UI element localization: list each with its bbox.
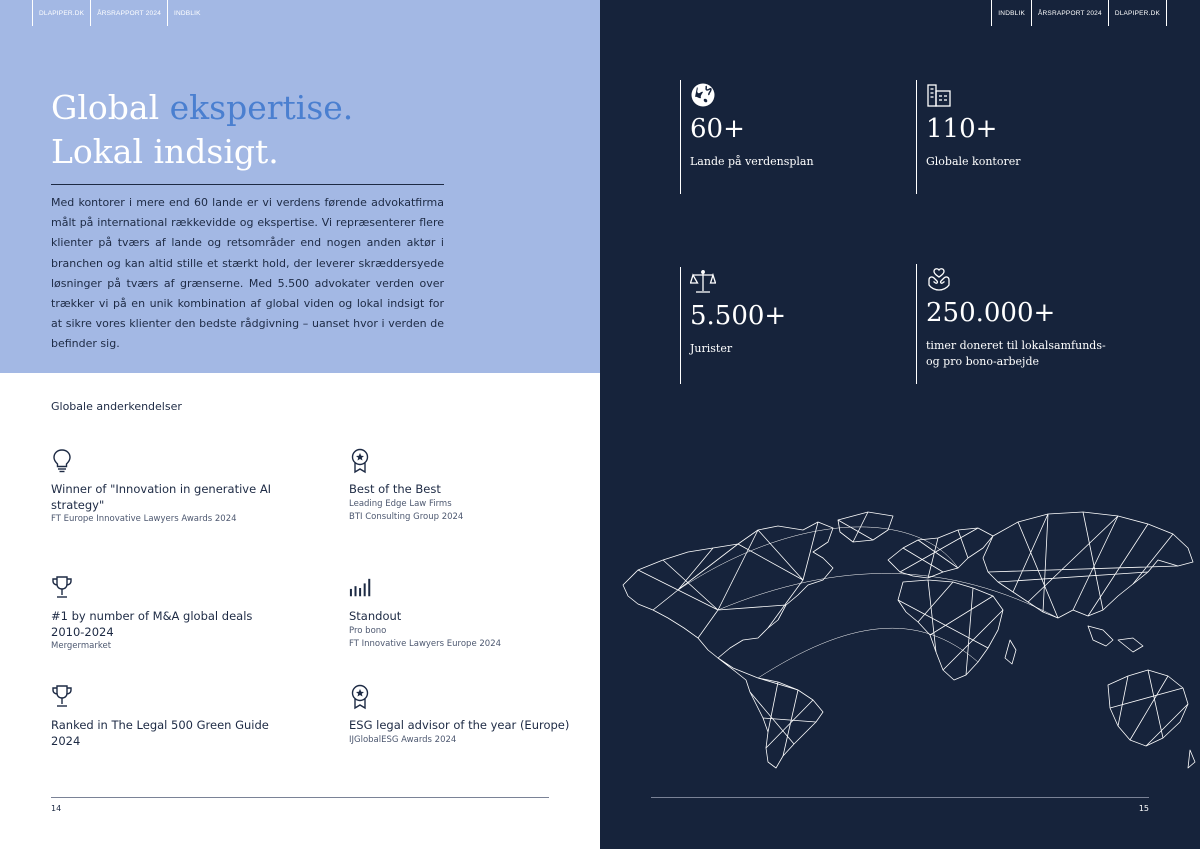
trophy-icon xyxy=(51,684,73,710)
trophy-icon xyxy=(51,575,73,601)
footer-divider xyxy=(651,797,1149,798)
page-number: 14 xyxy=(51,804,62,813)
award-title: Standout xyxy=(349,609,402,623)
stat-value: 5.500+ xyxy=(690,301,787,331)
award-item xyxy=(349,684,579,747)
award-source: BTI Consulting Group 2024 xyxy=(349,512,464,522)
stat-value: 250.000+ xyxy=(926,298,1056,328)
title-line2: Lokal indsigt. xyxy=(51,132,279,171)
page-number: 15 xyxy=(1138,804,1149,813)
title-line1-accent: ekspertise. xyxy=(169,88,354,127)
nav-link-website[interactable]: DLAPIPER.DK xyxy=(32,0,90,26)
award-title: Best of the Best xyxy=(349,482,441,496)
award-item xyxy=(51,684,281,749)
lightbulb-icon xyxy=(51,448,73,474)
award-title: Ranked in The Legal 500 Green Guide 2024 xyxy=(51,718,269,748)
office-building-icon xyxy=(926,82,952,108)
stat-label: Jurister xyxy=(690,342,733,355)
stat-value: 60+ xyxy=(690,114,745,144)
world-network-map xyxy=(618,500,1196,770)
award-item xyxy=(51,448,281,527)
award-title: Winner of "Innovation in generative AI strategy" xyxy=(51,482,272,512)
stat-lawyers xyxy=(680,267,870,384)
award-badge-icon xyxy=(349,448,371,474)
award-source: FT Innovative Lawyers Europe 2024 xyxy=(349,639,502,649)
award-title: ESG legal advisor of the year (Europe) xyxy=(349,718,570,732)
top-nav-right xyxy=(991,0,1167,26)
scales-icon xyxy=(690,269,716,295)
nav-link-annual-report[interactable]: ÅRSRAPPORT 2024 xyxy=(1032,0,1109,26)
award-category: Pro bono xyxy=(349,625,387,636)
top-nav-left xyxy=(32,0,207,26)
title-divider xyxy=(51,184,444,185)
awards-heading: Globale anderkendelser xyxy=(51,400,182,413)
bar-chart-icon xyxy=(349,575,371,601)
award-source: Mergermarket xyxy=(51,641,112,651)
nav-link-insight[interactable]: INDBLIK xyxy=(991,0,1032,26)
award-title: #1 by number of M&A global deals 2010-2024 xyxy=(51,609,253,639)
footer-divider xyxy=(51,797,549,798)
nav-link-website[interactable]: DLAPIPER.DK xyxy=(1109,0,1167,26)
stat-countries xyxy=(680,80,870,194)
stat-label: timer doneret til lokalsamfunds- og pro bono-arbejde xyxy=(926,339,1106,368)
stat-value: 110+ xyxy=(926,114,998,144)
award-badge-icon xyxy=(349,684,371,710)
stat-pro-bono-hours xyxy=(916,264,1106,384)
award-source: IJGlobalESG Awards 2024 xyxy=(349,734,457,745)
stat-offices xyxy=(916,80,1106,194)
award-source: FT Europe Innovative Lawyers Awards 2024 xyxy=(51,514,237,524)
helping-hands-icon xyxy=(926,266,952,292)
page-title xyxy=(51,86,353,174)
globe-icon xyxy=(690,82,716,108)
stat-label: Globale kontorer xyxy=(926,155,1021,168)
award-item xyxy=(349,448,579,525)
right-page xyxy=(600,0,1200,849)
title-line1-plain: Global xyxy=(51,88,170,127)
award-item xyxy=(51,575,281,654)
intro-paragraph: Med kontorer i mere end 60 lande er vi verdens førende advokatfirma målt på international rækkevidde og ekspertise. Vi repræsenterer flere klienter på tværs af lande og retsområder end nogen anden aktør i branchen og kan altid stille et stærkt hold, der leverer skræddersyede løsninger på tværs af grænserne. Med 5.500 advokater verden over trækker vi på en unik kombination af global viden og lokal indsigt for at sikre vores klienter den bedste rådgivning – uanset hvor i verden de befinder sig. xyxy=(51,196,444,351)
award-category: Leading Edge Law Firms xyxy=(349,498,452,509)
nav-link-annual-report[interactable]: ÅRSRAPPORT 2024 xyxy=(90,0,167,26)
award-item xyxy=(349,575,579,652)
nav-link-insight[interactable]: INDBLIK xyxy=(167,0,207,26)
stat-label: Lande på verdensplan xyxy=(690,155,814,168)
hero-panel xyxy=(0,0,600,373)
